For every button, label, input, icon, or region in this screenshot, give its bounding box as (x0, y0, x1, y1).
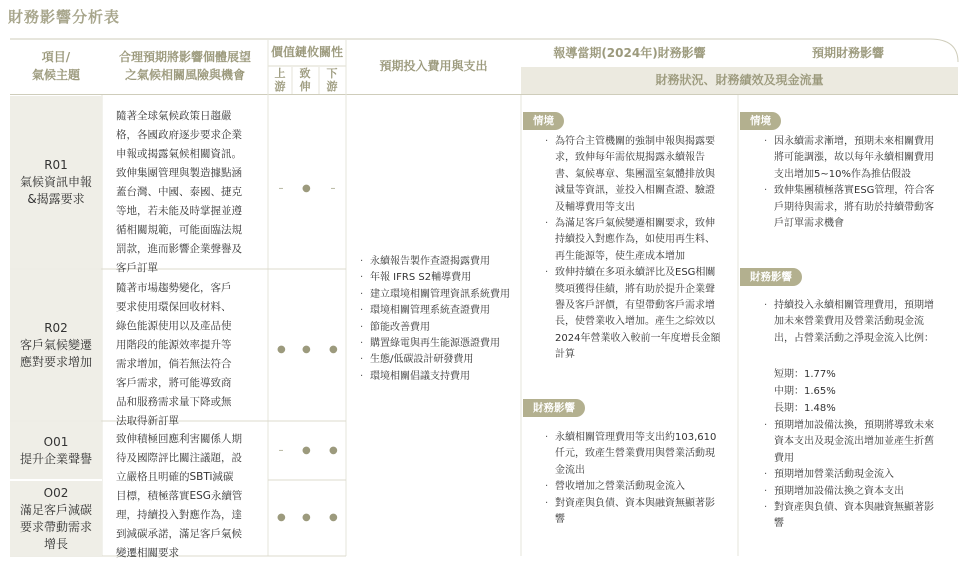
list-item: · 致伸集團積極落實ESG管理，符合客戶期待與需求，將有助於持續帶動客戶訂單需求機會 (762, 183, 942, 232)
desc-line: 申報或揭露氣候相關資訊。 (116, 148, 242, 160)
vc-o02-upstream: ● (277, 512, 286, 523)
row-code: O02 (43, 485, 69, 500)
ratio-mid-term: 中期：1.65% (774, 386, 836, 397)
header-vc-self: 致伸 (299, 67, 311, 93)
list-item: · 環境相關管理系統查證費用 (358, 303, 514, 319)
desc-line: 需求增加，倘若無法符合 (116, 358, 232, 370)
desc-line: 罰款，進而影響企業聲譽及 (116, 243, 242, 255)
header-item-line2: 氣候主題 (31, 68, 80, 82)
reporting-impact-list (543, 430, 721, 528)
expected-costs-list (358, 254, 514, 385)
list-item: · 因永續需求漸增，預期未來相關費用將可能調漲，故以每年永續相關費用支出增加5~10%作為推估假設 (762, 134, 942, 183)
expected-impact-list-first (762, 298, 942, 347)
desc-line: 綠色能源使用以及產品使 (116, 320, 232, 332)
row-title: 滿足客戶減碳 (19, 502, 92, 517)
header-reporting-impact: 報導當期(2024年)財務影響 (553, 46, 706, 60)
desc-line: 到減碳承諾，滿足客戶氣候 (116, 528, 242, 540)
desc-line: 目標，積極落實ESG永續管 (116, 490, 243, 502)
row-title: 應對要求增加 (19, 354, 92, 369)
vc-r02-self: ● (302, 344, 311, 355)
row-title: 增長 (43, 536, 68, 551)
row-code: O01 (43, 434, 69, 449)
desc-line: 蓋台灣、中國、泰國、捷克 (116, 186, 242, 198)
list-item: · 節能改善費用 (358, 320, 514, 336)
row-code: R02 (44, 320, 68, 335)
vc-o01-downstream: ● (329, 445, 338, 456)
row-title: &揭露要求 (27, 191, 85, 206)
row-code: R01 (44, 157, 68, 172)
vc-o01-self: ● (302, 445, 311, 456)
vc-o01-upstream: – (278, 445, 284, 456)
header-expected-costs: 預期投入費用與支出 (379, 59, 488, 73)
header-vc-downstream: 下游 (326, 67, 338, 93)
row-r01-label (10, 96, 102, 268)
desc-line: 致伸集團管理與製造據點涵 (116, 167, 242, 179)
expected-situation-tag: 情境 (740, 112, 781, 130)
desc-line: 變遷相關要求 (116, 547, 179, 559)
list-item: · 為符合主管機關的強制申報與揭露要求，致伸每年需依規揭露永續報告書、氣候專章、集團溫室氣體排放與減量等資訊，並投入相關查證、驗證及輔導費用等支出 (543, 134, 721, 216)
desc-line: 致伸積極回應利害關係人期 (116, 433, 242, 445)
header-risk (102, 48, 268, 84)
list-item: · 永續相關管理費用等支出約103,610仟元，致產生營業費用與營業活動現金流出 (543, 430, 721, 479)
desc-line: 客戶需求，將可能導致商 (116, 377, 232, 389)
list-item: · 營收增加之營業活動現金流入 (543, 479, 721, 495)
expected-situation-list (762, 134, 942, 232)
vc-r02-downstream: ● (329, 344, 338, 355)
vc-r01-upstream: – (278, 183, 284, 194)
header-item (10, 48, 102, 84)
desc-line: 循相關規範，可能面臨法規 (116, 224, 242, 236)
list-item: · 環境相關倡議支持費用 (358, 369, 514, 385)
desc-line: 客戶訂單 (116, 262, 158, 274)
list-item: · 持續投入永續相關管理費用，預期增加未來營業費用及營業活動現金流出，占營業活動之淨現金流入比例： (762, 298, 942, 347)
row-title: 氣候資訊申報 (19, 174, 92, 189)
list-item: · 建立環境相關管理資訊系統費用 (358, 287, 514, 303)
ratio-long-term: 長期：1.48% (774, 403, 836, 414)
desc-line: 法取得新訂單 (116, 415, 179, 427)
header-expected-impact: 預期財務影響 (811, 46, 884, 60)
desc-line: 隨著全球氣候政策日趨嚴 (116, 110, 232, 122)
desc-line: 用階段的能源效率提升等 (116, 339, 232, 351)
list-item: · 對資產與負債、資本與融資無顯著影響 (762, 500, 942, 533)
desc-line: 待及國際評比關注議題，設 (116, 452, 242, 464)
reporting-impact-tag: 財務影響 (523, 399, 585, 417)
vc-r01-downstream: – (330, 183, 336, 194)
reporting-situation-list (543, 134, 721, 364)
row-o01-o02-description (116, 430, 256, 563)
reporting-situation-tag: 情境 (523, 112, 564, 130)
ratio-short-term: 短期：1.77% (774, 369, 836, 380)
desc-line: 等地，若未能及時掌握並遵 (116, 205, 242, 217)
desc-line: 格，各國政府逐步要求企業 (116, 129, 242, 141)
header-risk-line1: 合理預期將影響個體展望 (118, 50, 251, 64)
header-item-line1: 項目/ (41, 50, 71, 64)
header-risk-line2: 之氣候相關風險與機會 (124, 68, 245, 82)
vc-r02-upstream: ● (277, 344, 286, 355)
list-item: · 預期增加設備汰換之資本支出 (762, 484, 942, 500)
header-vc-upstream: 上游 (274, 67, 286, 93)
desc-line: 要求使用環保回收材料、 (116, 301, 232, 313)
desc-line: 立嚴格且明確的SBTi減碳 (116, 471, 234, 483)
expected-impact-list-rest (762, 418, 942, 533)
list-item: · 預期增加營業活動現金流入 (762, 467, 942, 483)
list-item: · 年報 IFRS S2輔導費用 (358, 270, 514, 286)
row-r02-description (116, 279, 256, 431)
row-title: 客戶氣候變遷 (19, 337, 92, 352)
vc-r01-self: ● (302, 183, 311, 194)
desc-line: 隨著市場趨勢變化，客戶 (116, 282, 232, 294)
expected-impact-tag: 財務影響 (740, 268, 802, 286)
row-o02-label (10, 481, 102, 556)
list-item: · 預期增加設備汰換，預期將導致未來資本支出及現金流出增加並產生折舊費用 (762, 418, 942, 467)
list-item: · 對資產與負債、資本與融資無顯著影響 (543, 496, 721, 529)
list-item: · 致伸持續在多項永續評比及ESG相關獎項獲得佳績，將有助於提升企業聲譽及客戶評價，有望帶動客戶需求增長，使營業收入增加。產生之綜效以2024年營業收入較前一年度增長金額計算 (543, 265, 721, 363)
list-item: · 永續報告製作查證揭露費用 (358, 254, 514, 270)
desc-line: 品和服務需求量下降或無 (116, 396, 232, 408)
desc-line: 理，持續投入對應作為，達 (116, 509, 242, 521)
header-value-chain: 價值鏈攸關性 (270, 45, 343, 59)
list-item: · 生態/低碳設計研發費用 (358, 352, 514, 368)
row-title: 提升企業聲譽 (19, 451, 92, 466)
page-title: 財務影響分析表 (8, 8, 121, 26)
vc-o02-downstream: ● (329, 512, 338, 523)
list-item: · 為滿足客戶氣候變遷相關要求，致伸持續投入對應作為，如使用再生料、再生能源等，使生產成本增加 (543, 216, 721, 265)
header-subheader: 財務狀況、財務績效及現金流量 (655, 73, 824, 87)
row-o01-label (10, 422, 102, 479)
row-title: 要求帶動需求 (19, 519, 92, 534)
vc-o02-self: ● (302, 512, 311, 523)
row-r01-description (116, 107, 256, 278)
list-item: · 購置綠電與再生能源憑證費用 (358, 336, 514, 352)
row-r02-label (10, 270, 102, 420)
